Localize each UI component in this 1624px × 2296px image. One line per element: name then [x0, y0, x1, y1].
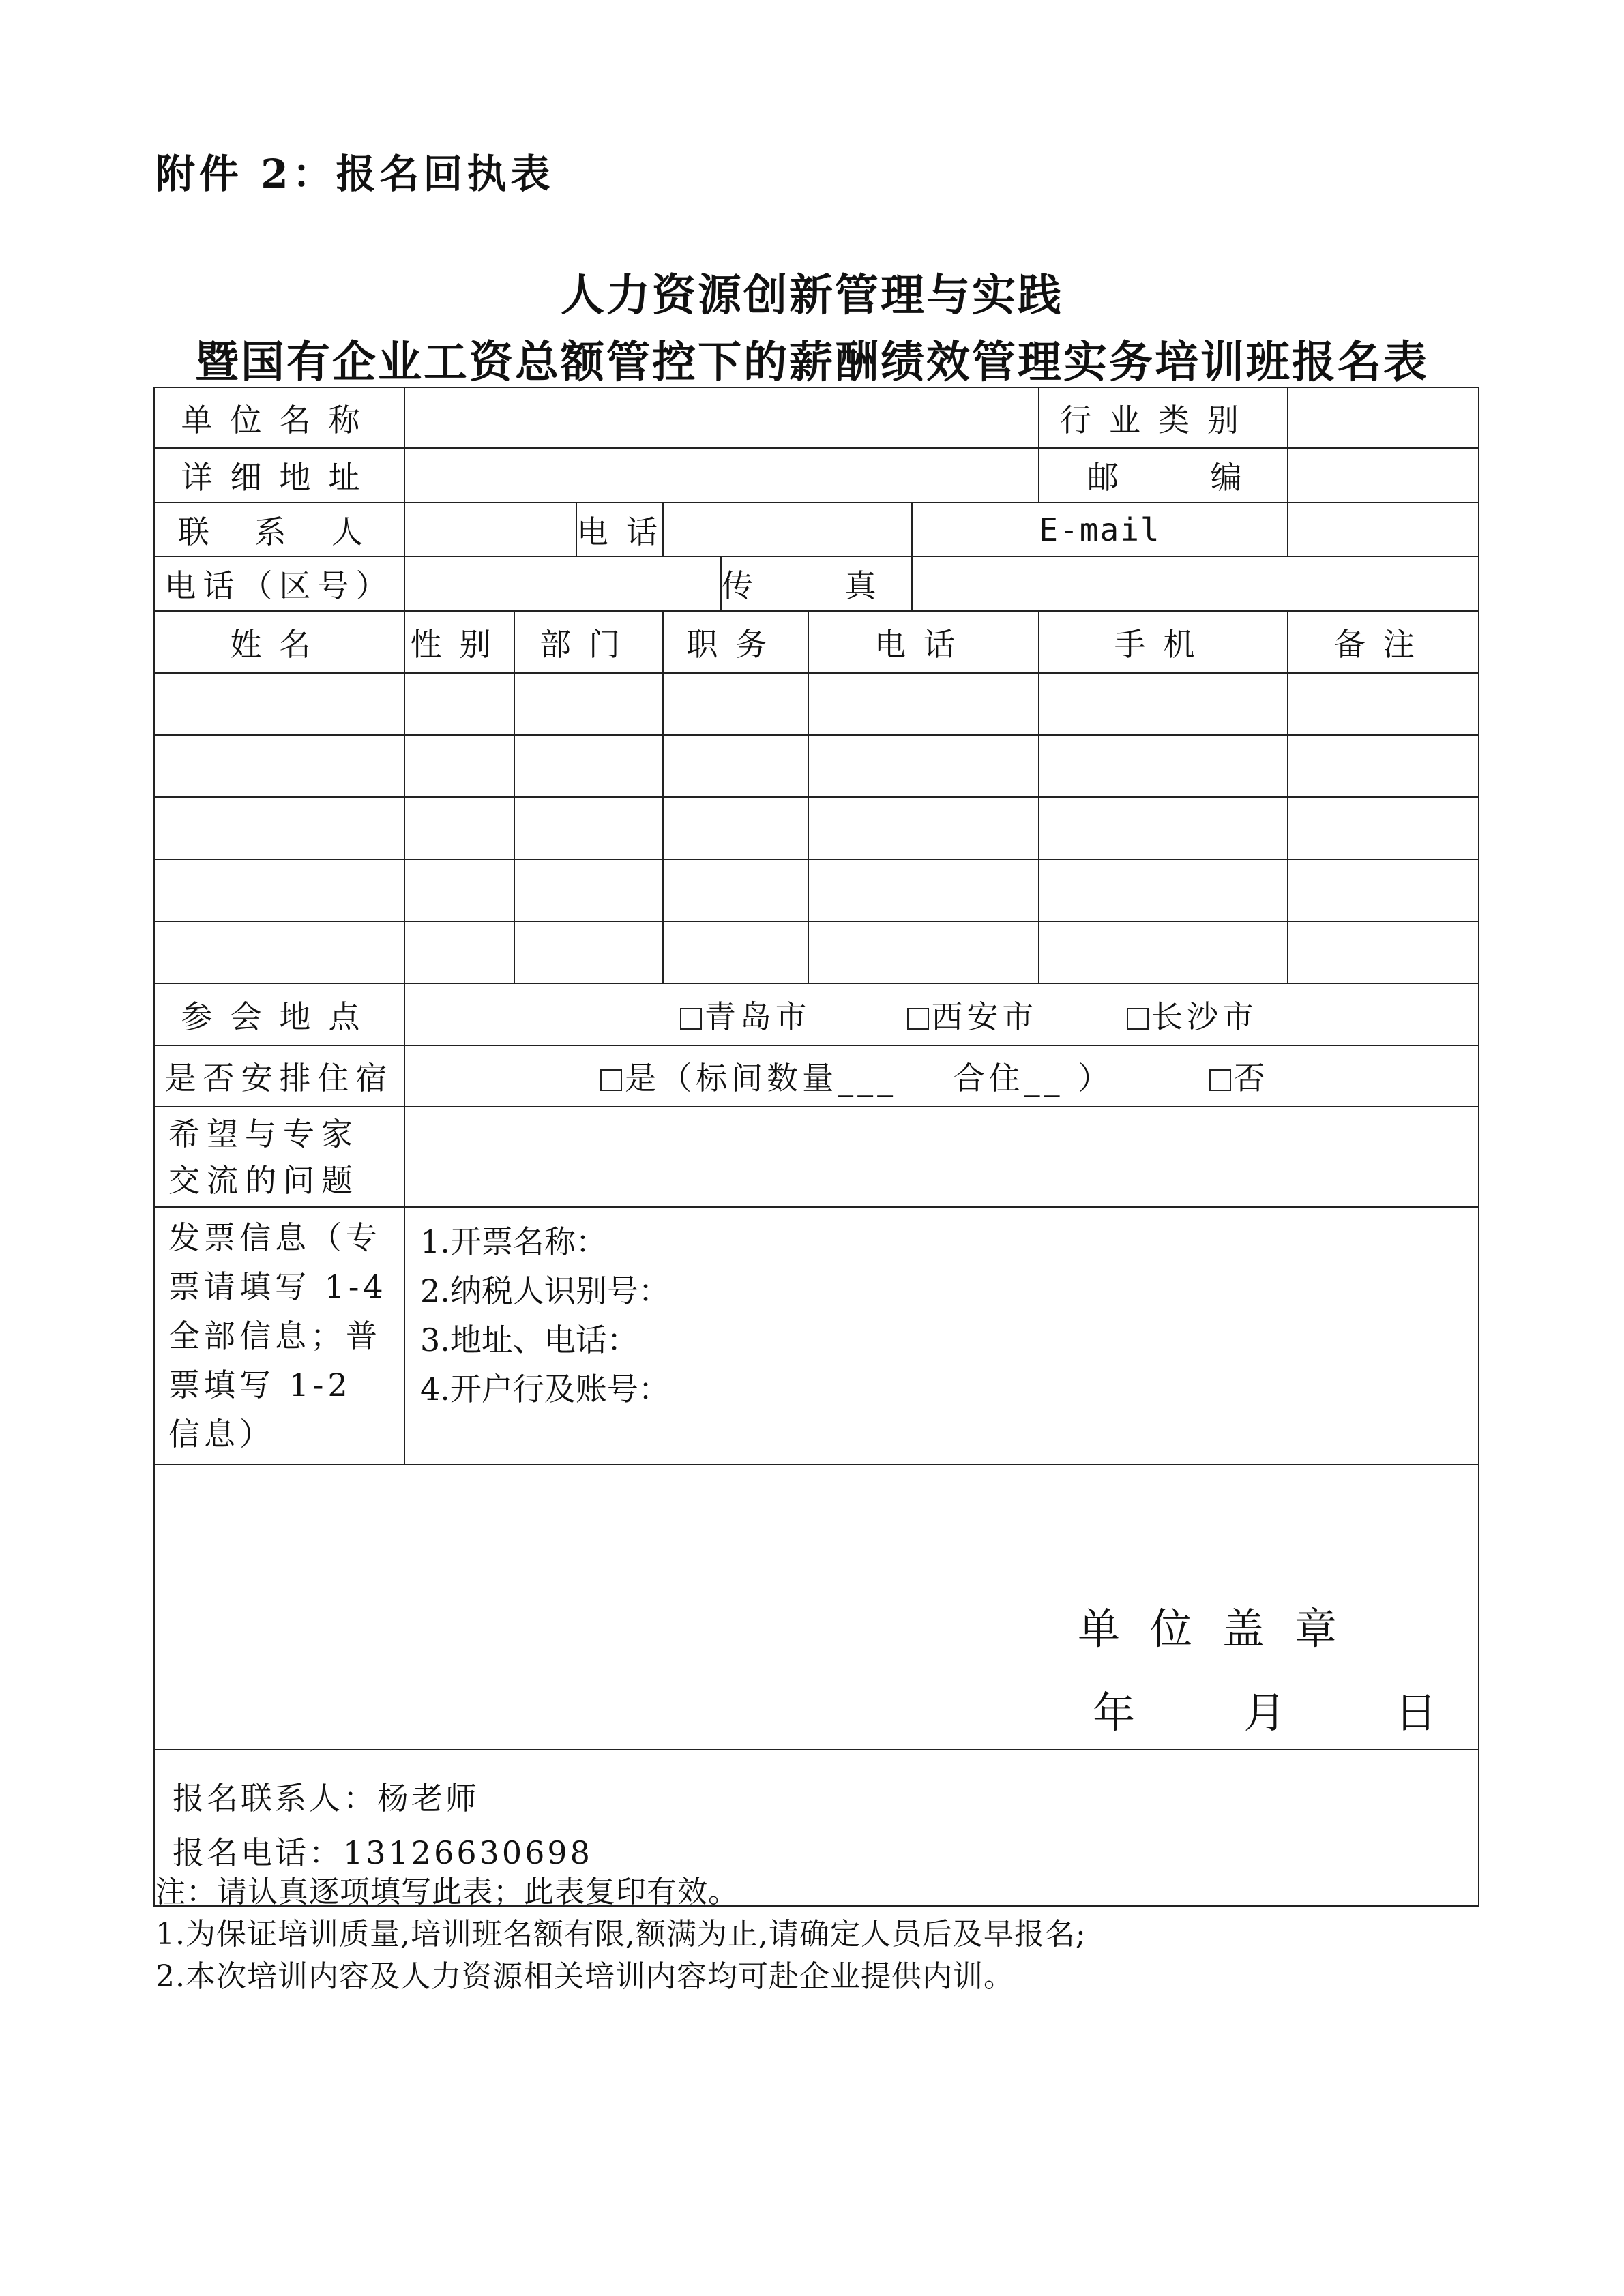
checkbox-icon: [907, 1008, 929, 1030]
stamp-area: [154, 1465, 1479, 1750]
attendee-phone-cell[interactable]: [808, 921, 1039, 983]
phone-label: 电话: [576, 503, 663, 556]
venue-option-label: 青岛市: [704, 998, 811, 1035]
attendee-mobile-cell[interactable]: [1039, 859, 1288, 921]
area-phone-label: 电话（区号）: [154, 556, 404, 611]
questions-label: 希望与专家交流的问题: [154, 1107, 404, 1207]
note-item-2: 2.本次培训内容及人力资源相关培训内容均可赴企业提供内训。: [156, 1959, 1014, 1994]
attendee-row: [154, 673, 1479, 735]
attendee-position-cell[interactable]: [663, 797, 808, 859]
attendee-gender-cell[interactable]: [404, 797, 514, 859]
invoice-line-tax-id[interactable]: 2.纳税人识别号：: [420, 1272, 670, 1309]
contact-field[interactable]: [404, 503, 576, 556]
lodging-yes-label: 是（标间数量___ 合住__ ）: [625, 1060, 1114, 1097]
note-intro: 注：请认真逐项填写此表；此表复印有效。: [156, 1875, 739, 1909]
invoice-label: 发票信息（专票请填写 1-4 全部信息；普票填写 1-2 信息）: [154, 1207, 404, 1465]
attendee-name-cell[interactable]: [154, 797, 404, 859]
venue-option-label: 西安市: [931, 998, 1038, 1035]
attendee-position-cell[interactable]: [663, 735, 808, 797]
invoice-line-bank-account[interactable]: 4.开户行及账号：: [420, 1371, 670, 1407]
contact-label: 联 系 人: [154, 503, 404, 556]
attendee-position-cell[interactable]: [663, 859, 808, 921]
checkbox-icon: [600, 1069, 622, 1091]
phone-field[interactable]: [663, 503, 912, 556]
address-label: 详细地址: [154, 448, 404, 503]
venue-option-xian[interactable]: [907, 992, 1038, 1037]
attendee-department-cell[interactable]: [514, 921, 663, 983]
venue-options: [404, 983, 1479, 1045]
venue-option-qingdao[interactable]: [680, 992, 811, 1037]
attendee-mobile-cell[interactable]: [1039, 673, 1288, 735]
attendee-gender-cell[interactable]: [404, 859, 514, 921]
checkbox-icon: [1209, 1069, 1231, 1091]
venue-option-changsha[interactable]: [1127, 992, 1258, 1037]
lodging-option-no[interactable]: [1209, 1054, 1269, 1099]
col-header-department: 部门: [514, 611, 663, 673]
unit-name-field[interactable]: [404, 387, 1039, 448]
unit-stamp-label: 单位盖章: [1078, 1604, 1368, 1654]
attendee-phone-cell[interactable]: [808, 735, 1039, 797]
lodging-label: 是否安排住宿: [154, 1045, 404, 1107]
email-field[interactable]: [1288, 503, 1479, 556]
attendee-department-cell[interactable]: [514, 797, 663, 859]
attendee-phone-cell[interactable]: [808, 673, 1039, 735]
registration-form: [153, 387, 1479, 1907]
form-title-line1: 人力资源创新管理与实践: [561, 270, 1063, 321]
attendee-remark-cell[interactable]: [1288, 921, 1479, 983]
attendee-remark-cell[interactable]: [1288, 735, 1479, 797]
invoice-fields: [404, 1207, 1479, 1465]
attendee-name-cell[interactable]: [154, 673, 404, 735]
email-label: E-mail: [912, 503, 1288, 556]
attendee-name-cell[interactable]: [154, 859, 404, 921]
col-header-position: 职务: [663, 611, 808, 673]
attendee-remark-cell[interactable]: [1288, 859, 1479, 921]
date-label: 年 月 日: [1093, 1688, 1464, 1738]
attendee-position-cell[interactable]: [663, 673, 808, 735]
attendee-mobile-cell[interactable]: [1039, 735, 1288, 797]
attendee-mobile-cell[interactable]: [1039, 921, 1288, 983]
attendee-header-row: [154, 611, 1479, 673]
questions-field[interactable]: [404, 1107, 1479, 1207]
contact-phone: 报名电话：13126630698: [173, 1834, 593, 1871]
lodging-no-label: 否: [1233, 1060, 1269, 1097]
col-header-name: 姓名: [154, 611, 404, 673]
postcode-field[interactable]: [1288, 448, 1479, 503]
lodging-options: [404, 1045, 1479, 1107]
venue-option-label: 长沙市: [1151, 998, 1258, 1035]
attachment-label: 附件 2：报名回执表: [156, 151, 555, 197]
attendee-position-cell[interactable]: [663, 921, 808, 983]
attendee-gender-cell[interactable]: [404, 735, 514, 797]
checkbox-icon: [680, 1008, 702, 1030]
checkbox-icon: [1127, 1008, 1149, 1030]
industry-label: 行业类别: [1039, 387, 1288, 448]
contact-person: 报名联系人：杨老师: [173, 1780, 479, 1817]
venue-label: 参会地点: [154, 983, 404, 1045]
area-phone-field[interactable]: [404, 556, 721, 611]
attendee-phone-cell[interactable]: [808, 859, 1039, 921]
invoice-line-name[interactable]: 1.开票名称：: [420, 1223, 607, 1260]
col-header-remark: 备注: [1288, 611, 1479, 673]
attendee-gender-cell[interactable]: [404, 921, 514, 983]
attendee-remark-cell[interactable]: [1288, 673, 1479, 735]
fax-field[interactable]: [912, 556, 1479, 611]
col-header-gender: 性别: [404, 611, 514, 673]
col-header-mobile: 手机: [1039, 611, 1288, 673]
lodging-option-yes[interactable]: [600, 1054, 1113, 1099]
attendee-remark-cell[interactable]: [1288, 797, 1479, 859]
col-header-phone: 电话: [808, 611, 1039, 673]
fax-label: 传 真: [721, 556, 912, 611]
attendee-row: [154, 859, 1479, 921]
attendee-name-cell[interactable]: [154, 921, 404, 983]
attendee-department-cell[interactable]: [514, 859, 663, 921]
attendee-name-cell[interactable]: [154, 735, 404, 797]
attendee-mobile-cell[interactable]: [1039, 797, 1288, 859]
attendee-phone-cell[interactable]: [808, 797, 1039, 859]
unit-name-label: 单位名称: [154, 387, 404, 448]
invoice-line-address-phone[interactable]: 3.地址、电话：: [420, 1322, 638, 1358]
address-field[interactable]: [404, 448, 1039, 503]
attendee-row: [154, 921, 1479, 983]
form-title-line2: 暨国有企业工资总额管控下的薪酬绩效管理实务培训班报名表: [195, 337, 1429, 388]
attendee-department-cell[interactable]: [514, 735, 663, 797]
attendee-gender-cell[interactable]: [404, 673, 514, 735]
postcode-label: 邮 编: [1039, 448, 1288, 503]
note-item-1: 1.为保证培训质量,培训班名额有限,额满为止,请确定人员后及早报名;: [156, 1917, 1087, 1952]
attendee-row: [154, 735, 1479, 797]
attendee-row: [154, 797, 1479, 859]
industry-field[interactable]: [1288, 387, 1479, 448]
attendee-department-cell[interactable]: [514, 673, 663, 735]
